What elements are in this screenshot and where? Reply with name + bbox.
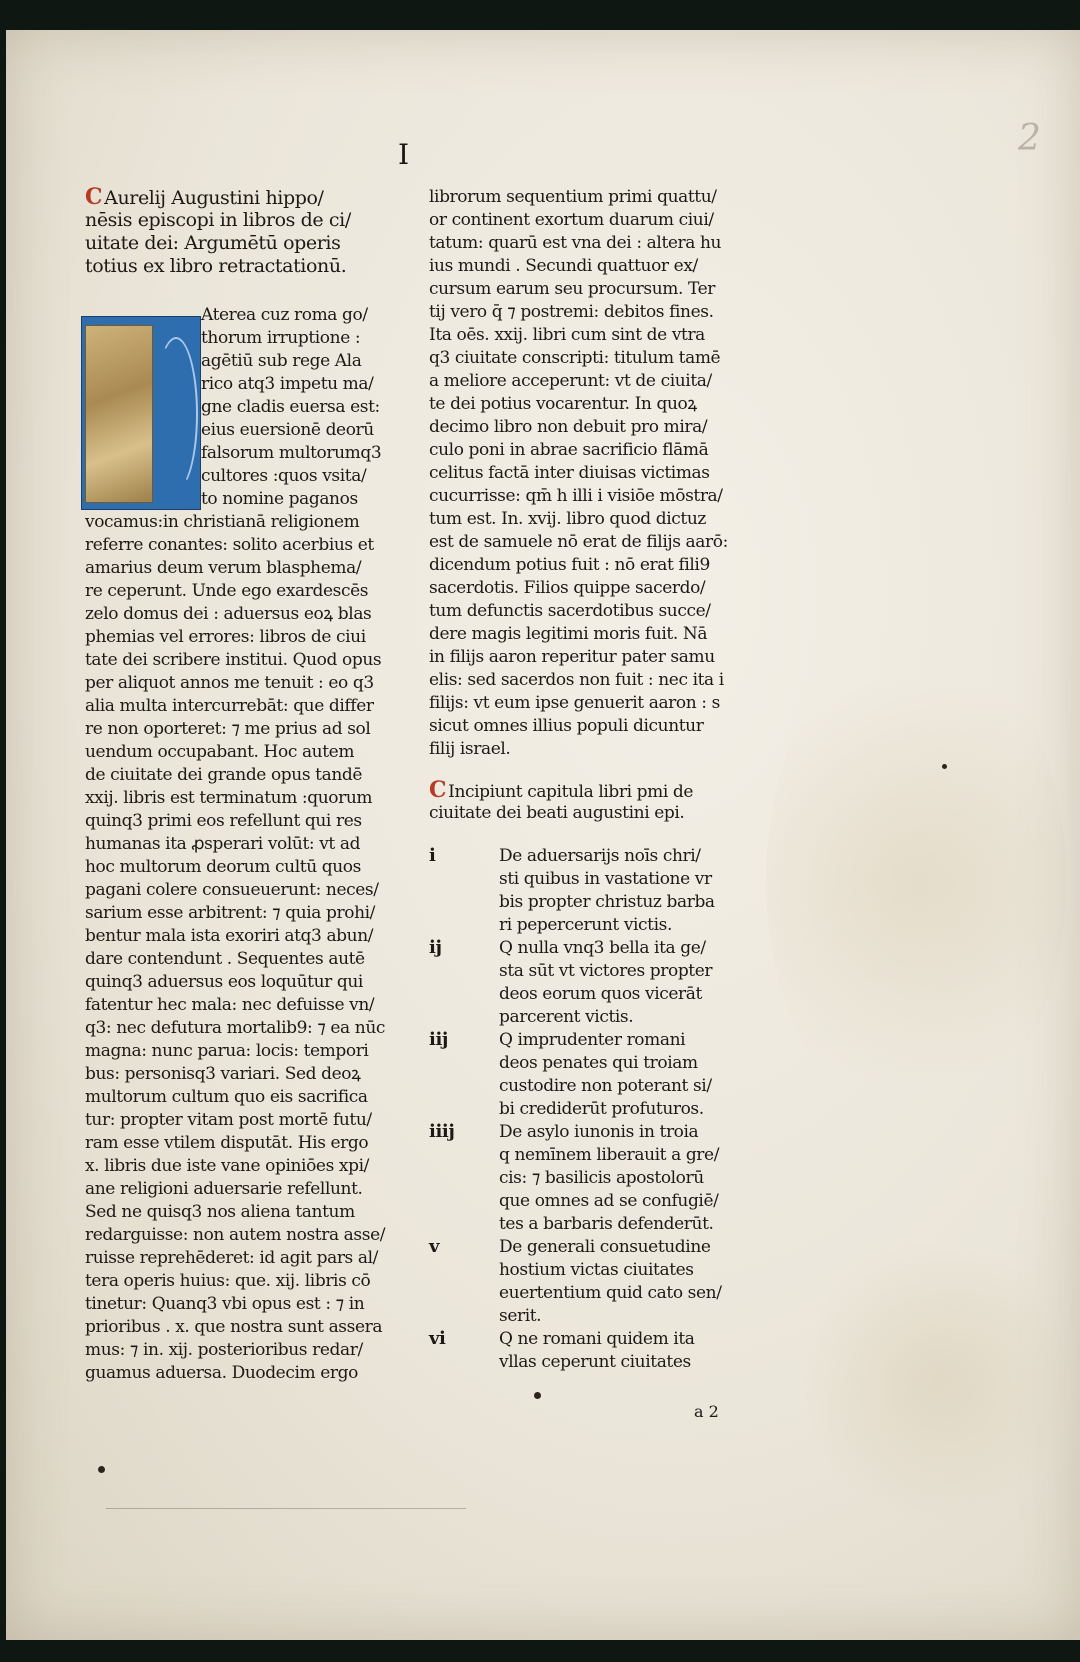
- chapter-number: iij: [429, 1029, 448, 1050]
- pencil-page-number: 2: [1018, 118, 1041, 159]
- text-line: tinetur: Quanq3 vbi opus est : ⁊ in: [85, 1294, 365, 1314]
- chapter-line: Q nulla vnq3 bella ita ge/: [499, 938, 706, 958]
- text-line: x. libris due iste vane opiniōes xpi/: [85, 1156, 369, 1176]
- chapter-entry: [429, 1328, 739, 1374]
- text-line: q3: nec defutura mortalib9: ⁊ ea nūc: [85, 1018, 386, 1038]
- text-line: in filijs aaron reperitur pater samu: [429, 647, 715, 667]
- text-line: celitus factā inter diuisas victimas: [429, 463, 710, 483]
- heading-line: uitate dei: Argumētū operis: [85, 232, 341, 254]
- rubric-mark: C: [85, 184, 103, 210]
- capitula-line: ciuitate dei beati augustini epi.: [429, 803, 685, 823]
- chapter-line: deos eorum quos vicerāt: [499, 984, 702, 1004]
- text-line: humanas ita ꝓsperari volūt: vt ad: [85, 834, 361, 854]
- chapter-line: deos penates qui troiam: [499, 1053, 698, 1073]
- capitula-heading: [429, 779, 739, 825]
- chapter-line: bi crediderūt profuturos.: [499, 1099, 704, 1119]
- text-line: cultores :quos vsita/: [201, 466, 367, 486]
- text-line: tate dei scribere institui. Quod opus: [85, 650, 382, 670]
- text-line: tatum: quarū est vna dei : altera hu: [429, 233, 722, 253]
- text-line: Aterea cuz roma go/: [201, 305, 368, 325]
- book-page: [6, 30, 1080, 1640]
- text-line: re non oporteret: ⁊ me prius ad sol: [85, 719, 371, 739]
- text-line: referre conantes: solito acerbius et: [85, 535, 374, 555]
- right-body-text: [429, 186, 739, 761]
- chapter-entry: [429, 1029, 739, 1121]
- chapter-line: De aduersarijs noīs chri/: [499, 846, 701, 866]
- text-line: sarium esse arbitrent: ⁊ quia prohi/: [85, 903, 375, 923]
- chapter-line: hostium victas ciuitates: [499, 1260, 694, 1280]
- rubric-mark: C: [429, 777, 447, 803]
- text-line: quinq3 aduersus eos loquūtur qui: [85, 972, 363, 992]
- text-line: decimo libro non debuit pro mira/: [429, 417, 708, 437]
- text-line: tum est. In. xvij. libro quod dictuz: [429, 509, 706, 529]
- text-line: a meliore acceperunt: vt de ciuita/: [429, 371, 712, 391]
- text-line: mus: ⁊ in. xij. posterioribus redar/: [85, 1340, 363, 1360]
- chapter-line: vllas ceperunt ciuitates: [499, 1352, 691, 1372]
- text-line: dare contendunt . Sequentes autē: [85, 949, 365, 969]
- text-line: bentur mala ista exoriri atq3 abun/: [85, 926, 374, 946]
- text-line: xxij. libris est terminatum :quorum: [85, 788, 373, 808]
- text-line: filij israel.: [429, 739, 511, 759]
- text-line: vocamus:in christianā religionem: [85, 512, 360, 532]
- chapter-number: v: [429, 1236, 440, 1257]
- text-line: Sed ne quisq3 nos aliena tantum: [85, 1202, 355, 1222]
- text-line: tur: propter vitam post mortē futu/: [85, 1110, 372, 1130]
- text-line: ius mundi . Secundi quattuor ex/: [429, 256, 698, 276]
- ink-dot: [98, 1466, 105, 1473]
- gold-leaf-panel: [85, 325, 153, 503]
- text-line: filijs: vt eum ipse genuerit aaron : s: [429, 693, 720, 713]
- chapter-line: sti quibus in vastatione vr: [499, 869, 712, 889]
- text-line: sacerdotis. Filios quippe sacerdo/: [429, 578, 706, 598]
- text-line: guamus aduersa. Duodecim ergo: [85, 1363, 358, 1383]
- text-line: est de samuele nō erat de filijs aarō:: [429, 532, 728, 552]
- text-line: agētiū sub rege Ala: [201, 351, 362, 371]
- text-line: quinq3 primi eos refellunt qui res: [85, 811, 362, 831]
- chapter-line: serit.: [499, 1306, 542, 1326]
- text-line: prioribus . x. que nostra sunt assera: [85, 1317, 383, 1337]
- paper-stain: [806, 1230, 1066, 1530]
- text-line: gne cladis euersa est:: [201, 397, 380, 417]
- text-line: dicendum potius fuit : nō erat fili9: [429, 555, 710, 575]
- chapter-entry: [429, 1121, 739, 1236]
- chapter-line: euertentium quid cato sen/: [499, 1283, 722, 1303]
- text-line: culo poni in abrae sacrificio flāmā: [429, 440, 709, 460]
- text-line: eius euersionē deorū: [201, 420, 374, 440]
- text-line: falsorum multorumq3: [201, 443, 382, 463]
- chapter-line: bis propter christuz barba: [499, 892, 715, 912]
- right-column: [429, 186, 739, 1374]
- chapter-line: custodire non poterant si/: [499, 1076, 712, 1096]
- text-line: sicut omnes illius populi dicuntur: [429, 716, 704, 736]
- chapter-list: [429, 845, 739, 1374]
- paper-stain: [766, 630, 1066, 1130]
- text-line: pagani colere consueuerunt: neces/: [85, 880, 379, 900]
- chapter-line: De asylo iunonis in troia: [499, 1122, 699, 1142]
- text-line: uendum occupabant. Hoc autem: [85, 742, 355, 762]
- text-line: bus: personisq3 variari. Sed deoꝝ: [85, 1064, 361, 1084]
- text-line: magna: nunc parua: locis: tempori: [85, 1041, 369, 1061]
- text-line: dere magis legitimi moris fuit. Nā: [429, 624, 708, 644]
- ink-dot: [942, 764, 947, 769]
- heading-line: nēsis episcopi in libros de ci/: [85, 209, 351, 231]
- chapter-line: tes a barbaris defenderūt.: [499, 1214, 714, 1234]
- text-line: redarguisse: non autem nostra asse/: [85, 1225, 386, 1245]
- text-line: fatentur hec mala: nec defuisse vn/: [85, 995, 375, 1015]
- chapter-number: iiij: [429, 1121, 455, 1142]
- text-line: ruisse reprehēderet: id agit pars al/: [85, 1248, 378, 1268]
- text-line: phemias vel errores: libros de ciui: [85, 627, 366, 647]
- text-line: librorum sequentium primi quattu/: [429, 187, 717, 207]
- page-crease: [106, 1508, 466, 1509]
- chapter-line: Q imprudenter romani: [499, 1030, 686, 1050]
- text-line: rico atq3 impetu ma/: [201, 374, 374, 394]
- chapter-line: cis: ⁊ basilicis apostolorū: [499, 1168, 704, 1188]
- text-line: te dei potius vocarentur. In quoꝝ: [429, 394, 697, 414]
- text-line: hoc multorum deorum cultū quos: [85, 857, 361, 877]
- chapter-number: ij: [429, 937, 442, 958]
- capitula-line: C Incipiunt capitula libri pmi de: [429, 777, 694, 803]
- chapter-line: sta sūt vt victores propter: [499, 961, 713, 981]
- chapter-line: De generali consuetudine: [499, 1237, 711, 1257]
- chapter-line: Q ne romani quidem ita: [499, 1329, 695, 1349]
- text-line: ram esse vtilem disputāt. His ergo: [85, 1133, 369, 1153]
- illuminated-initial: [81, 316, 201, 510]
- text-line: re ceperunt. Unde ego exardescēs: [85, 581, 369, 601]
- text-line: alia multa intercurrebāt: que differ: [85, 696, 374, 716]
- chapter-entry: [429, 1236, 739, 1328]
- ink-dot: [534, 1392, 541, 1399]
- text-line: cucurrisse: qm̄ h illi i visiōe mōstra/: [429, 486, 723, 506]
- chapter-line: que omnes ad se confugiē/: [499, 1191, 719, 1211]
- text-line: to nomine paganos: [201, 489, 358, 509]
- chapter-entry: [429, 937, 739, 1029]
- text-line: tera operis huius: que. xij. libris cō: [85, 1271, 371, 1291]
- signature-mark: a 2: [694, 1402, 719, 1421]
- text-line: ane religioni aduersarie refellunt.: [85, 1179, 363, 1199]
- folio-number: I: [398, 138, 410, 171]
- heading-line: C Aurelij Augustini hippo/: [85, 184, 324, 210]
- text-line: de ciuitate dei grande opus tandē: [85, 765, 363, 785]
- heading-line: totius ex libro retractationū.: [85, 255, 347, 277]
- text-line: multorum cultum quo eis sacrifica: [85, 1087, 368, 1107]
- text-line: zelo domus dei : aduersus eoꝝ blas: [85, 604, 372, 624]
- text-line: thorum irruptione :: [201, 328, 361, 348]
- chapter-number: vi: [429, 1328, 446, 1349]
- chapter-line: parcerent victis.: [499, 1007, 634, 1027]
- initial-flourish: [154, 337, 198, 491]
- chapter-line: ri pepercerunt victis.: [499, 915, 672, 935]
- text-line: tum defunctis sacerdotibus succe/: [429, 601, 711, 621]
- text-line: Ita oēs. xxij. libri cum sint de vtra: [429, 325, 705, 345]
- chapter-line: q nemīnem liberauit a gre/: [499, 1145, 720, 1165]
- chapter-entry: [429, 845, 739, 937]
- title-heading: [85, 186, 397, 278]
- text-line: q3 ciuitate conscripti: titulum tamē: [429, 348, 721, 368]
- text-line: elis: sed sacerdos non fuit : nec ita i: [429, 670, 724, 690]
- text-line: per aliquot annos me tenuit : eo q3: [85, 673, 374, 693]
- text-line: amarius deum verum blasphema/: [85, 558, 362, 578]
- text-line: tij vero q̄ ⁊ postremi: debitos fines.: [429, 302, 714, 322]
- chapter-number: i: [429, 845, 436, 866]
- text-line: or continent exortum duarum ciui/: [429, 210, 714, 230]
- text-line: cursum earum seu procursum. Ter: [429, 279, 715, 299]
